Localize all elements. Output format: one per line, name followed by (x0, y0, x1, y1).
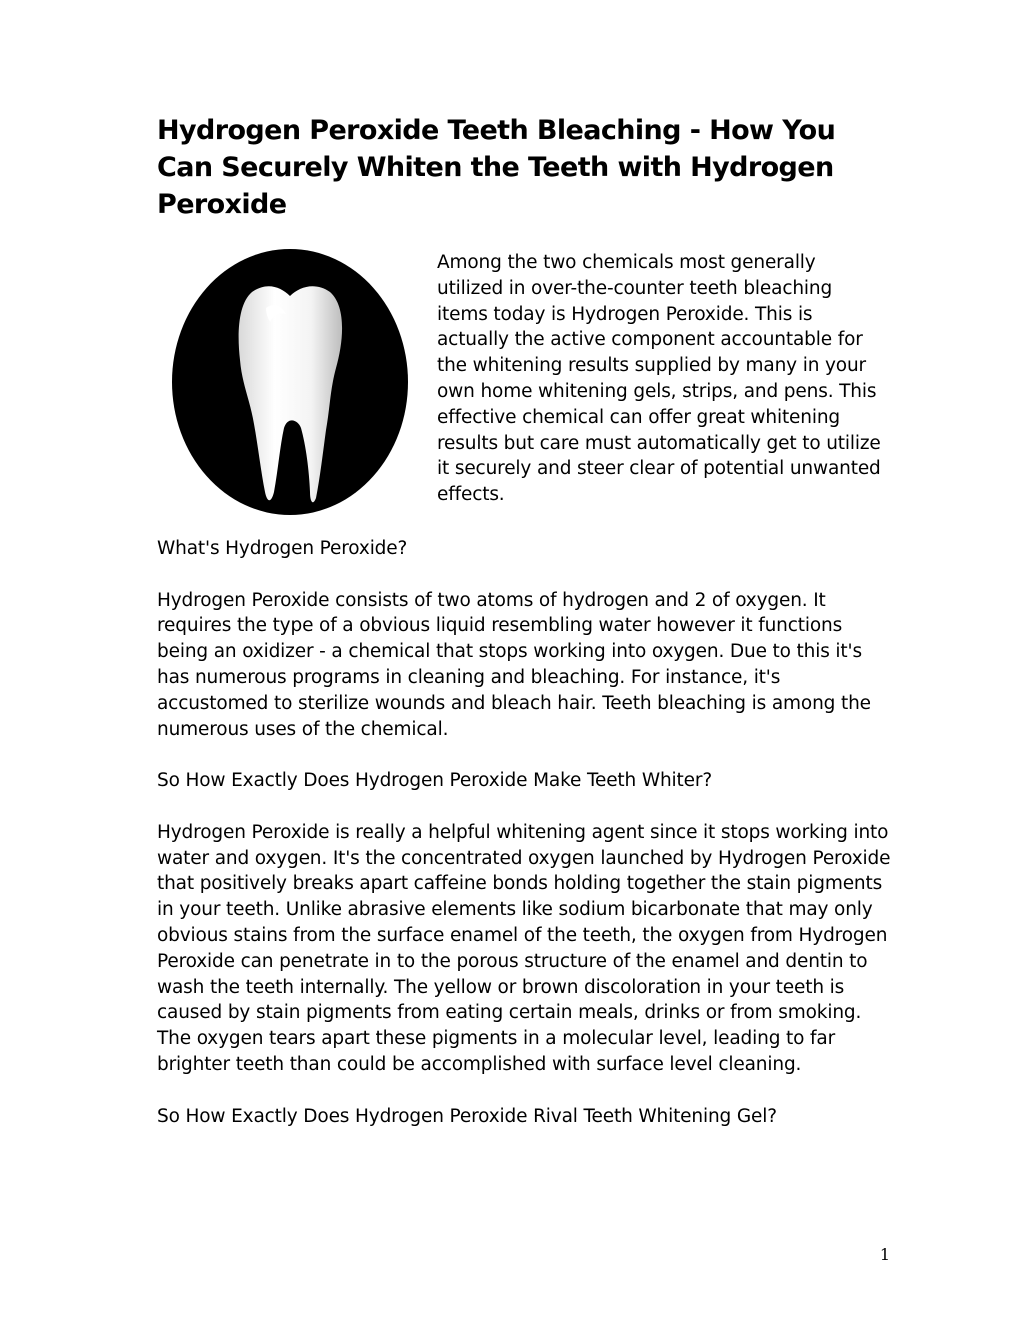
document-title: Hydrogen Peroxide Teeth Bleaching - How You Can Securely Whiten the Teeth with Hydrogen Peroxide (157, 115, 836, 220)
section-heading: So How Exactly Does Hydrogen Peroxide Rival Teeth Whitening Gel? (157, 1105, 777, 1127)
section-heading: What's Hydrogen Peroxide? (157, 538, 408, 559)
page-number: 1 (879, 1245, 890, 1264)
article-body (157, 536, 892, 1155)
intro-paragraph: Among the two chemicals most generally utilized in over-the-counter teeth bleaching items today is Hydrogen Peroxide. This is actually the active component accountable for the whitening results supplied by many in your own home whitening gels, strips, and pens. This effective chemical can offer great whitening results but care must automatically get to utilize it securely and steer clear of potential unwanted effects. (437, 252, 881, 506)
tooth-illustration (170, 248, 410, 516)
tooth-icon (170, 248, 410, 516)
section-heading: So How Exactly Does Hydrogen Peroxide Make Teeth Whiter? (157, 770, 713, 792)
section-paragraph: Hydrogen Peroxide consists of two atoms of hydrogen and 2 of oxygen. It requires the type of a obvious liquid resembling water however it functions being an oxidizer - a chemical that stops working into oxygen. Due to this it's has numerous programs in cleaning and bleaching. For instance, it's accustomed to sterilize wounds and bleach hair. Teeth bleaching is among the numerous uses of the chemical. (157, 589, 871, 740)
section-paragraph: Hydrogen Peroxide is really a helpful whitening agent since it stops working into water and oxygen. It's the concentrated oxygen launched by Hydrogen Peroxide that positively breaks apart caffeine bonds holding together the stain pigments in your teeth. Unlike abrasive elements like sodium bicarbonate that may only obvious stains from the surface enamel of the teeth, the oxygen from Hydrogen Peroxide can penetrate in to the porous structure of the enamel and dentin to wash the teeth internally. The yellow or brown discoloration in your teeth is caused by stain pigments from eating certain meals, drinks or from smoking. The oxygen tears apart these pigments in a molecular level, leading to far brighter teeth than could be accomplished with surface level cleaning. (157, 821, 891, 1075)
